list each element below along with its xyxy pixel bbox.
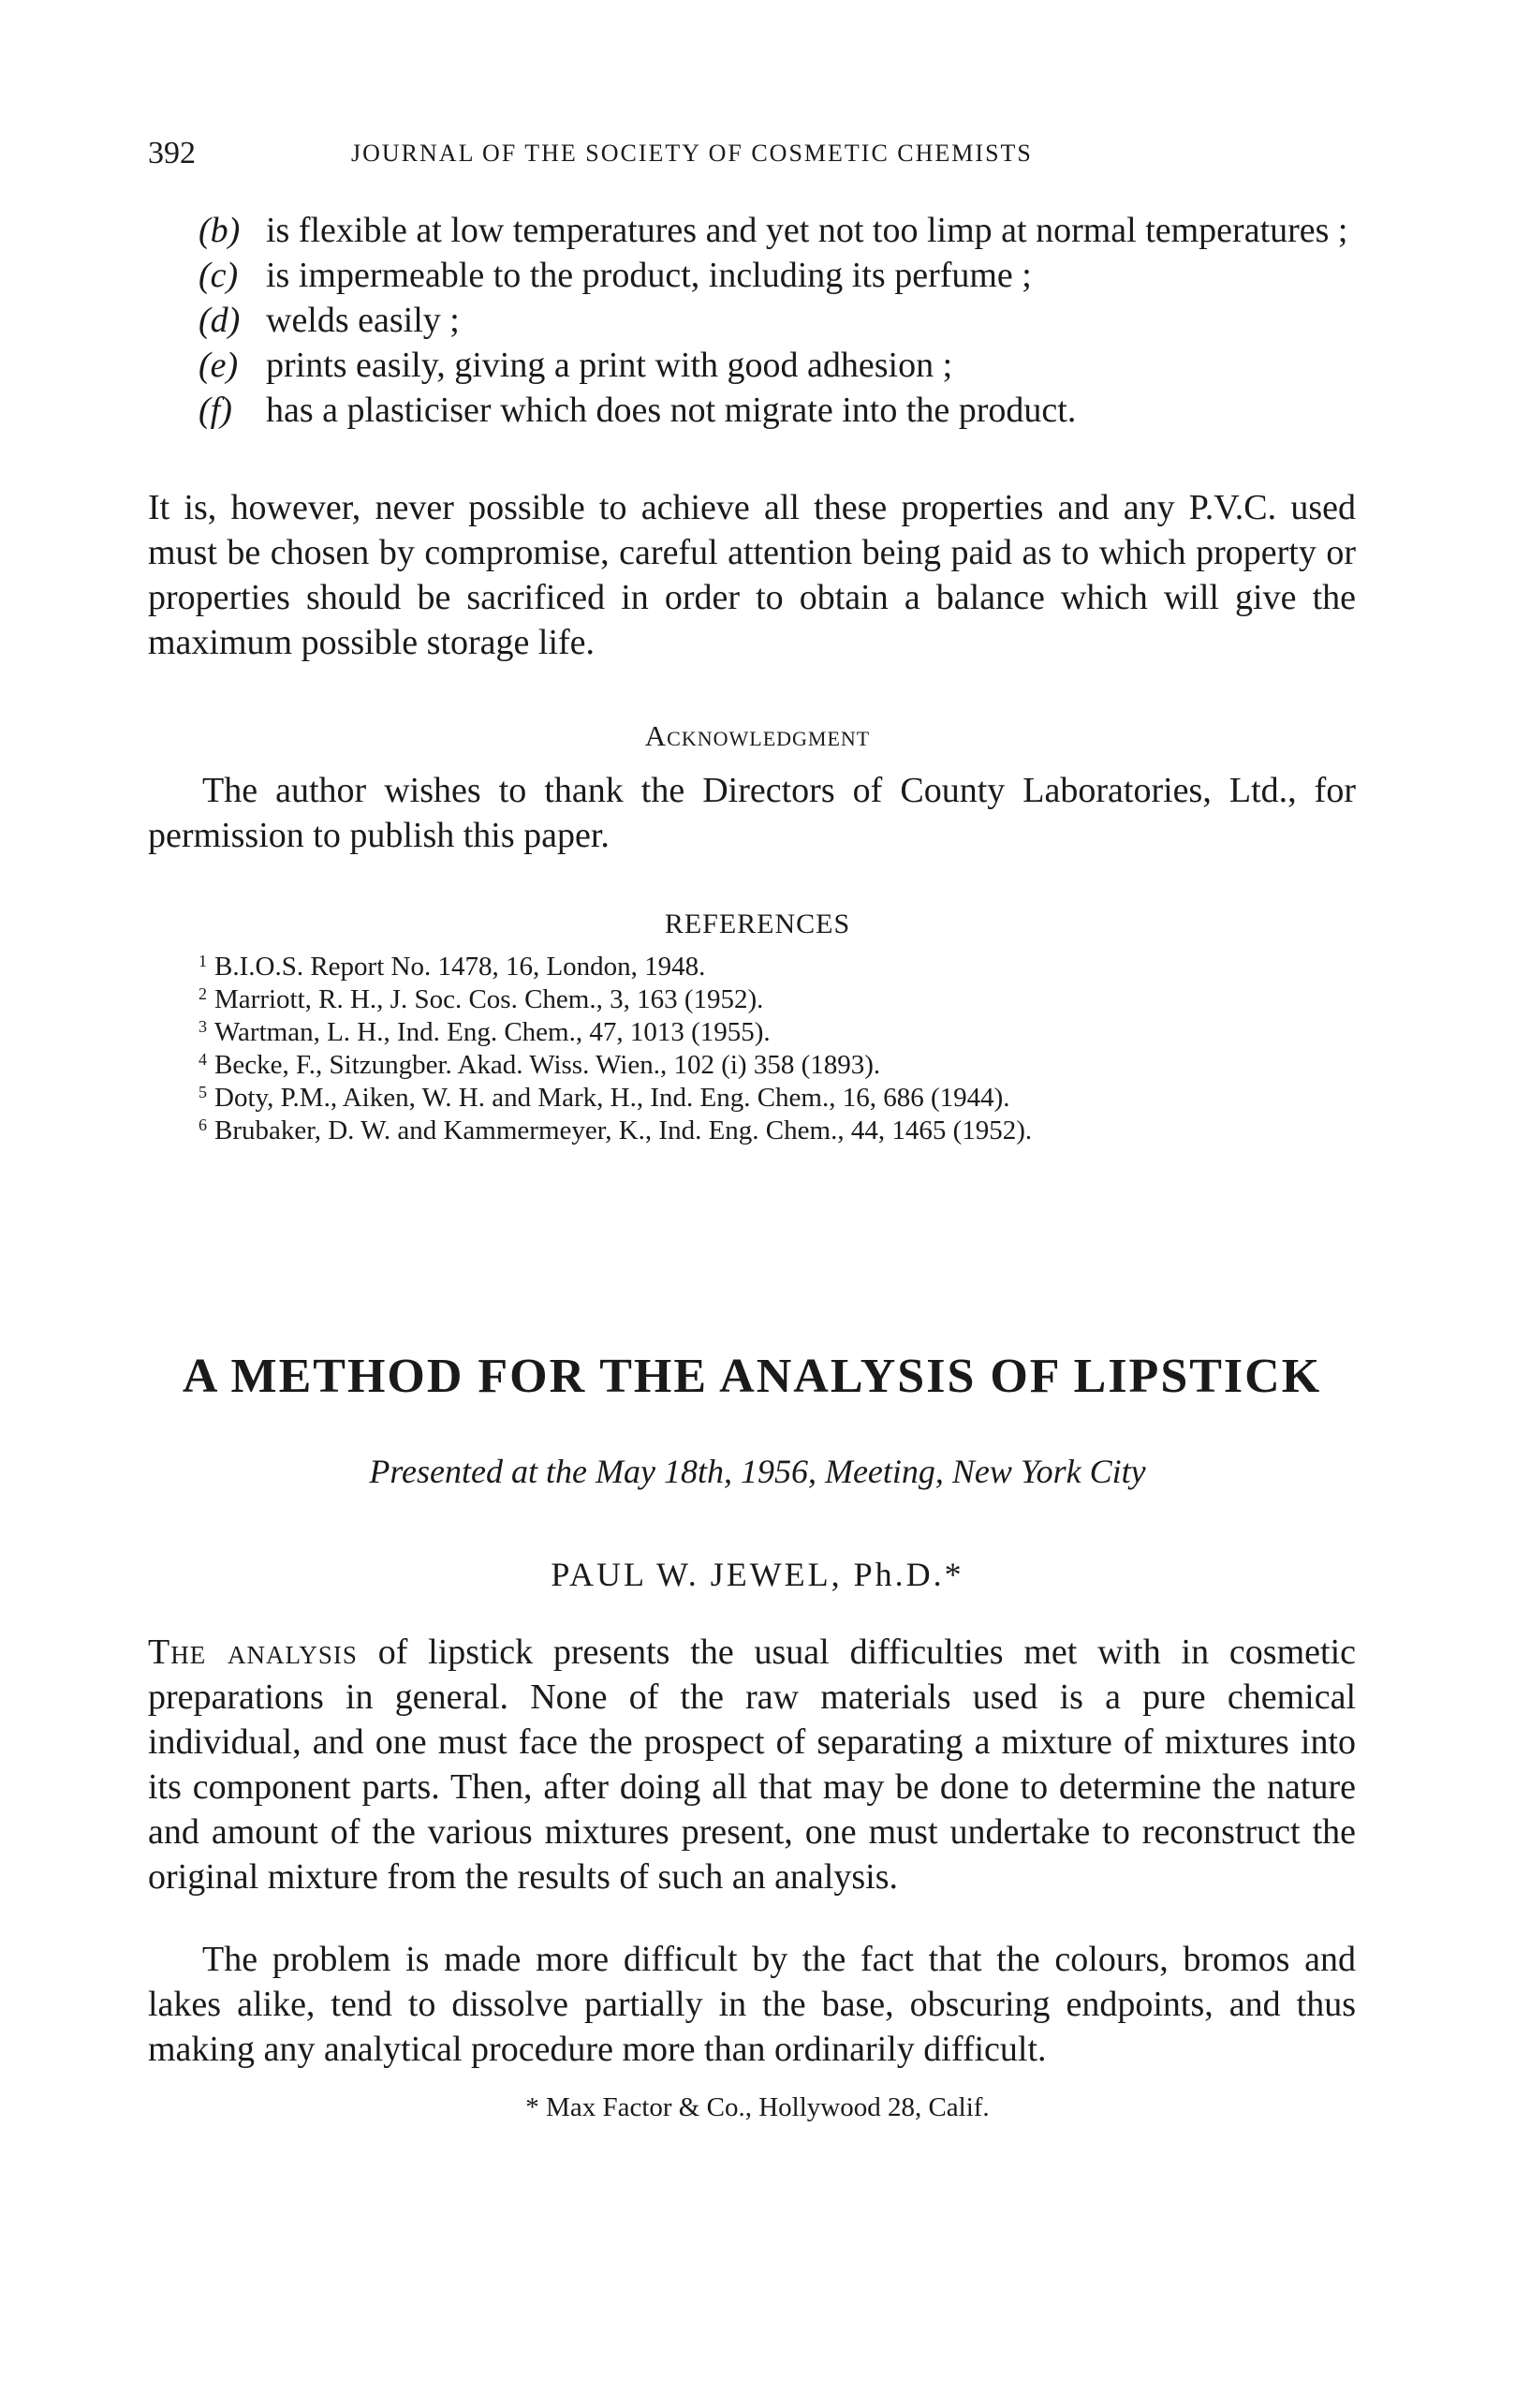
reference-number: 5 xyxy=(199,1083,207,1101)
reference-item xyxy=(199,1013,1369,1046)
body-paragraph-1 xyxy=(148,1630,1356,1899)
reference-item xyxy=(199,1079,1369,1112)
reference-item xyxy=(199,1046,1369,1079)
list-item-text: welds easily ; xyxy=(266,301,460,340)
list-item-text: has a plasticiser which does not migrate into the product. xyxy=(266,391,1077,430)
list-item-label: (b) xyxy=(199,211,241,250)
references-list xyxy=(199,948,1369,1145)
reference-text: B.I.O.S. Report No. 1478, 16, London, 1948. xyxy=(214,952,706,982)
list-item xyxy=(199,298,1388,343)
author-footnote: * Max Factor & Co., Hollywood 28, Calif. xyxy=(525,2092,990,2122)
reference-number: 2 xyxy=(199,984,207,1003)
list-item xyxy=(199,208,1388,253)
article-subtitle: Presented at the May 18th, 1956, Meeting, New York City xyxy=(369,1453,1146,1490)
list-item xyxy=(199,253,1388,298)
article-title: A METHOD FOR THE ANALYSIS OF LIPSTICK xyxy=(182,1350,1322,1403)
reference-item xyxy=(199,981,1369,1013)
reference-number: 1 xyxy=(199,952,207,970)
property-list xyxy=(199,208,1388,433)
journal-title: JOURNAL OF THE SOCIETY OF COSMETIC CHEMISTS xyxy=(351,140,1033,167)
reference-text: Marriott, R. H., J. Soc. Cos. Chem., 3, 163 (1952). xyxy=(214,984,764,1014)
reference-number: 6 xyxy=(199,1115,207,1134)
list-item xyxy=(199,388,1388,433)
lead-in-small-caps: The analysis xyxy=(148,1632,358,1672)
reference-number: 3 xyxy=(199,1017,207,1036)
running-head xyxy=(0,136,1515,173)
reference-text: Brubaker, D. W. and Kammermeyer, K., Ind. Eng. Chem., 44, 1465 (1952). xyxy=(214,1115,1033,1145)
conclusion-paragraph: It is, however, never possible to achieve all these properties and any P.V.C. used must be chosen by compromise, careful attention being paid as to which property or properties should be sacrificed in order to obtain a balance which will give the maximum possible storage life. xyxy=(148,488,1356,662)
page-number: 392 xyxy=(148,136,196,170)
references-heading: REFERENCES xyxy=(664,909,851,939)
list-item-label: (f) xyxy=(199,391,232,430)
list-item-text: prints easily, giving a print with good adhesion ; xyxy=(266,346,953,385)
list-item-label: (e) xyxy=(199,346,239,385)
body-paragraph-1-text: of lipstick presents the usual difficulties met with in cosmetic preparations in general. None of the raw materials used is a pure chemical individual, and one must face the prospect of separating a mixture of mixtures into its component parts. Then, after doing all that may be done to determine the nature and amount of the various mixtures present, one must undertake to reconstruct the original mixture from the results of such an analysis. xyxy=(148,1632,1356,1897)
acknowledgment-heading: Acknowledgment xyxy=(644,719,871,752)
list-item-label: (d) xyxy=(199,301,241,340)
list-item xyxy=(199,343,1388,388)
reference-text: Becke, F., Sitzungber. Akad. Wiss. Wien., 102 (i) 358 (1893). xyxy=(214,1050,881,1080)
list-item-text: is impermeable to the product, including its perfume ; xyxy=(266,256,1032,295)
reference-text: Doty, P.M., Aiken, W. H. and Mark, H., Ind. Eng. Chem., 16, 686 (1944). xyxy=(214,1083,1010,1113)
article-author: PAUL W. JEWEL, Ph.D.* xyxy=(551,1556,964,1593)
reference-text: Wartman, L. H., Ind. Eng. Chem., 47, 1013 (1955). xyxy=(214,1017,771,1047)
reference-number: 4 xyxy=(199,1050,207,1069)
acknowledgment-text: The author wishes to thank the Directors of County Laboratories, Ltd., for permission to publish this paper. xyxy=(148,771,1356,855)
list-item-text: is flexible at low temperatures and yet not too limp at normal temperatures ; xyxy=(266,211,1348,250)
list-item-label: (c) xyxy=(199,256,239,295)
reference-item xyxy=(199,1112,1369,1145)
reference-item xyxy=(199,948,1369,981)
body-paragraph-2: The problem is made more difficult by the fact that the colours, bromos and lakes alike, tend to dissolve partially in the base, obscuring endpoints, and thus making any analytical procedure more than ordinarily difficult. xyxy=(148,1940,1356,2069)
